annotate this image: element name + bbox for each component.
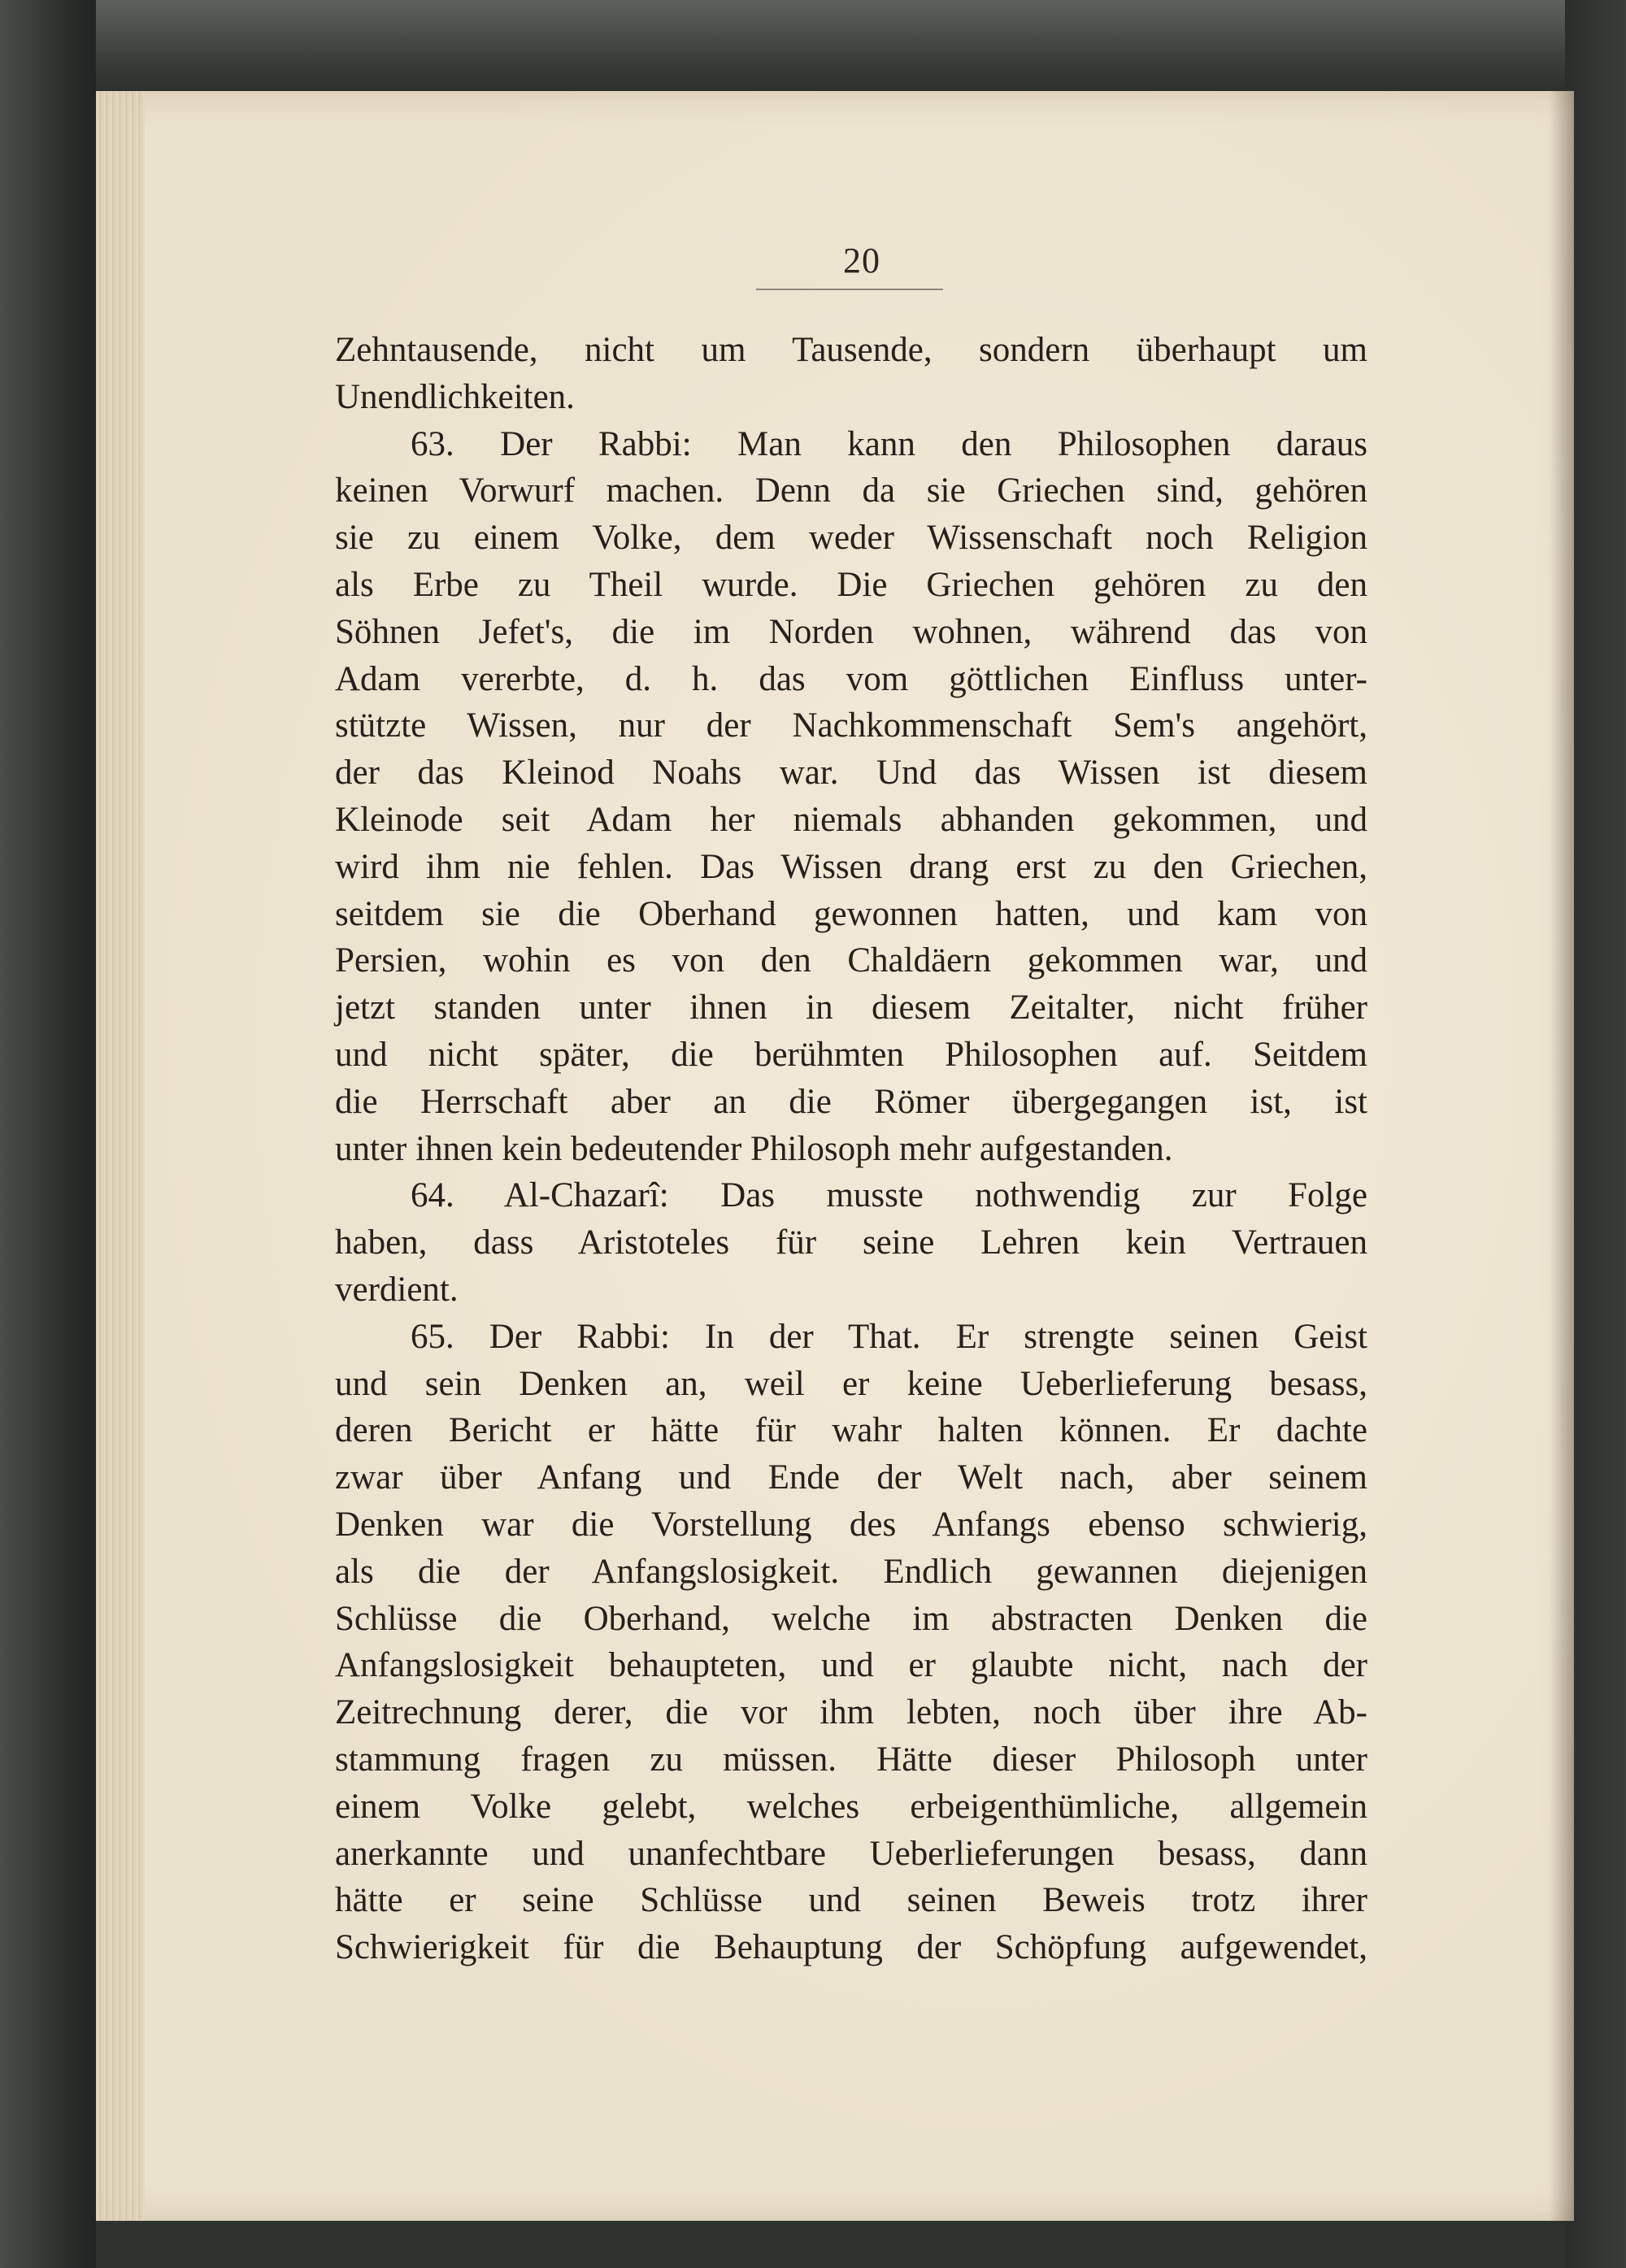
text-line: Zehntausende, nicht um Tausende, sondern überhaupt um	[335, 331, 1367, 369]
body-text	[335, 327, 1367, 1971]
header-rule	[756, 289, 943, 290]
text-line: stammung fragen zu müssen. Hätte dieser Philosoph unter	[335, 1740, 1367, 1779]
text-line: Schlüsse die Oberhand, welche im abstracten Denken die	[335, 1599, 1367, 1638]
text-line: 65. Der Rabbi: In der That. Er strengte seinen Geist	[411, 1317, 1367, 1356]
text-line: sie zu einem Volke, dem weder Wissenschaft noch Religion	[335, 519, 1367, 558]
text-line: zwar über Anfang und Ende der Welt nach, aber seinem	[335, 1458, 1367, 1497]
text-line: als Erbe zu Theil wurde. Die Griechen gehören zu den	[335, 565, 1367, 604]
text-line: stützte Wissen, nur der Nachkommenschaft Sem's angehört,	[335, 706, 1367, 745]
text-line: deren Bericht er hätte für wahr halten können. Er dachte	[335, 1411, 1367, 1450]
page-number: 20	[843, 241, 880, 280]
text-line: Denken war die Vorstellung des Anfangs ebenso schwierig,	[335, 1505, 1367, 1544]
book-cover-top	[0, 0, 1626, 93]
gutter-shadow	[1550, 91, 1574, 2221]
text-line: 63. Der Rabbi: Man kann den Philosophen daraus	[411, 424, 1367, 463]
text-line: Persien, wohin es von den Chaldäern gekommen war, und	[335, 941, 1367, 980]
text-line: Anfangslosigkeit behaupteten, und er glaubte nicht, nach der	[335, 1646, 1367, 1685]
text-line: anerkannte und unanfechtbare Ueberlieferungen besass, dann	[335, 1834, 1367, 1873]
text-line: als die der Anfangslosigkeit. Endlich gewannen diejenigen	[335, 1552, 1367, 1591]
text-line: Söhnen Jefet's, die im Norden wohnen, während das von	[335, 612, 1367, 651]
book-cover-left	[0, 0, 96, 2268]
text-line: 64. Al-Chazarî: Das musste nothwendig zur Folge	[411, 1176, 1367, 1215]
text-line: Zeitrechnung derer, die vor ihm lebten, noch über ihre Ab-	[335, 1693, 1367, 1732]
text-line: Unendlichkeiten.	[335, 377, 575, 416]
text-line: unter ihnen kein bedeutender Philosoph mehr aufgestanden.	[335, 1129, 1173, 1168]
text-line: keinen Vorwurf machen. Denn da sie Griechen sind, gehören	[335, 471, 1367, 511]
text-line: Schwierigkeit für die Behauptung der Schöpfung aufgewendet,	[335, 1928, 1367, 1967]
text-line: Adam vererbte, d. h. das vom göttlichen Einfluss unter-	[335, 659, 1367, 698]
page-edges	[96, 91, 145, 2221]
text-line: und sein Denken an, weil er keine Ueberlieferung besass,	[335, 1364, 1367, 1403]
text-line: die Herrschaft aber an die Römer übergegangen ist, ist	[335, 1082, 1367, 1121]
text-line: Kleinode seit Adam her niemals abhanden gekommen, und	[335, 800, 1367, 839]
text-line: haben, dass Aristoteles für seine Lehren kein Vertrauen	[335, 1223, 1367, 1262]
text-line: hätte er seine Schlüsse und seinen Beweis trotz ihrer	[335, 1881, 1367, 1920]
text-line: der das Kleinod Noahs war. Und das Wissen ist diesem	[335, 754, 1367, 793]
text-line: und nicht später, die berühmten Philosophen auf. Seitdem	[335, 1035, 1367, 1074]
text-line: wird ihm nie fehlen. Das Wissen drang erst zu den Griechen,	[335, 847, 1367, 886]
book-cover-right	[1565, 0, 1626, 2268]
text-line: einem Volke gelebt, welches erbeigenthümliche, allgemein	[335, 1787, 1367, 1826]
text-line: verdient.	[335, 1270, 459, 1309]
text-line: seitdem sie die Oberhand gewonnen hatten, und kam von	[335, 894, 1367, 933]
text-line: jetzt standen unter ihnen in diesem Zeitalter, nicht früher	[335, 988, 1367, 1028]
